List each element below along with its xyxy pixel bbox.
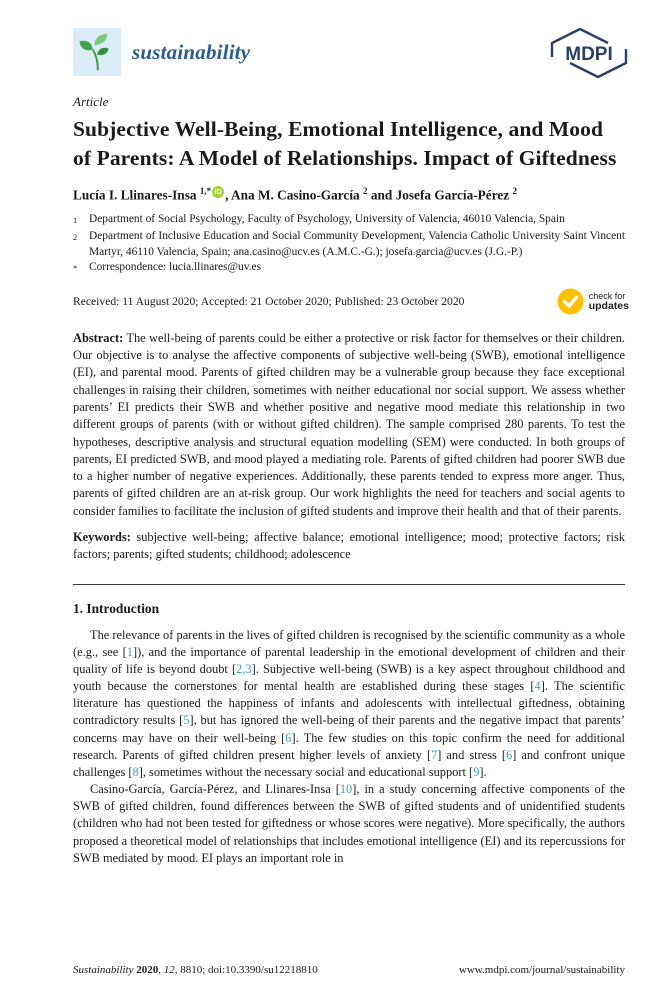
superscript: 2 xyxy=(512,186,517,196)
footer-journal-url[interactable]: www.mdpi.com/journal/sustainability xyxy=(458,964,625,976)
keywords-text: subjective well-being; affective balance; emotional intelligence; mood; protective factors; risk factors; parents; gifted students; childhood; adolescence xyxy=(73,530,625,562)
article-type-label: Article xyxy=(73,94,109,109)
citation-link[interactable]: 7 xyxy=(431,747,438,762)
introduction-paragraph-2: Casino-García, García-Pérez, and Llinares-Insa [10], in a study concerning affective components of the SWB of gifted children, found differences between the SWB of gifted students and of unidentified students (children who had not been tested for giftedness or whose scores were negative). More specifically, the authors proposed a theoretical model of relationships that includes emotional intelligence (EI) and its repercussions for SWB mediated by mood. EI plays an important role in xyxy=(73,782,626,865)
affiliations xyxy=(73,212,625,276)
superscript: 1, xyxy=(199,186,207,196)
dates-line: Received: 11 August 2020; Accepted: 21 October 2020; Published: 23 October 2020 xyxy=(73,294,465,308)
dates-row xyxy=(73,288,629,315)
introduction-paragraph-1: The relevance of parents in the lives of gifted children is recognised by the scientific community as a whole (e.g., see [1]), and the importance of parental leadership in the emotional development of children and their quality of life is beyond doubt [2,3]. Subjective well-being (SWB) is a key aspect throughout childhood and youth because the cornerstones for mental health are established during these stages [4]. The scientific literature has questioned the happiness of infants and adolescents with intellectual giftedness, obtaining contradictory results [5], but has ignored the well-being of their parents and the negative impact that parents’ concerns may have on their well-being [6]. The few studies on this topic confirm the need for additional research. Parents of gifted children present higher levels of anxiety [7] and stress [6] and confront unique challenges [8], sometimes without the necessary social and educational support [9]. xyxy=(73,627,626,779)
citation-link[interactable]: 4 xyxy=(534,679,541,694)
affiliation-marker: 2 xyxy=(73,232,78,243)
affiliation-2 xyxy=(73,229,625,260)
correspondence-text: Correspondence: lucia.llinares@uv.es xyxy=(89,261,262,274)
correspondence-marker: * xyxy=(73,263,78,274)
introduction-heading: 1. Introduction xyxy=(73,600,160,616)
correspondence-line xyxy=(73,260,625,277)
abstract-label: Abstract: xyxy=(73,330,124,345)
citation-link[interactable]: 6 xyxy=(506,747,513,762)
mdpi-logo xyxy=(547,26,631,85)
citation-link[interactable]: 1 xyxy=(126,644,133,659)
italic-text: 12 xyxy=(163,964,175,976)
journal-name: sustainability xyxy=(132,39,251,64)
bold-text: 2020 xyxy=(136,964,159,976)
badge-line-1: check for xyxy=(588,290,626,301)
keywords xyxy=(73,529,625,564)
citation-link[interactable]: 9 xyxy=(473,764,480,779)
citation-link[interactable]: 6 xyxy=(285,730,292,745)
abstract xyxy=(73,330,625,520)
svg-text:MDPI: MDPI xyxy=(565,44,613,65)
affiliation-marker: 1 xyxy=(73,215,78,226)
superscript: * xyxy=(206,186,212,196)
section-divider xyxy=(73,584,625,585)
italic-text: Sustainability xyxy=(73,964,134,976)
abstract-text: The well-being of parents could be either a protective or risk factor for themselves or their children. Our objective is to analyse the affective components of subjective well-being (SWB), emotional intelligence (EI), and parental mood. Parents of gifted children may be a vulnerable group because they face exceptional challenges in raising their children, sometimes with neither educational nor social support. We assess whether parents’ EI predicts their SWB and whether positive and negative mood mediate this relationship in two different groups of parents (with or without gifted children). The sample comprised 280 parents. To test the hypotheses, descriptive analysis and structural equation modelling (SEM) were conducted. In both groups of parents, EI predicted SWB, and mood played a mediating role. Parents of gifted children had poorer SWB due to a higher number of negative experiences. Additionally, these parents tended to express more anger. Thus, parents of gifted children are an at-risk group. Our work highlights the need for teachers and social agents to consider families to facilitate the inclusion of gifted students and improve their health and that of their parents. xyxy=(73,330,625,518)
sustainability-logo-icon xyxy=(73,28,121,76)
superscript: 2 xyxy=(363,186,368,196)
masthead xyxy=(73,28,625,80)
badge-line-2: updates xyxy=(588,300,629,313)
checkmark-icon xyxy=(557,288,584,315)
citation-link[interactable]: 5 xyxy=(183,713,190,728)
citation-link[interactable]: 8 xyxy=(132,764,139,779)
article-title: Subjective Well-Being, Emotional Intelligence, and Mood of Parents: A Model of Relationships. Impact of Giftedness xyxy=(73,117,617,170)
check-for-updates-badge[interactable] xyxy=(557,288,629,315)
orcid-icon[interactable]: iD xyxy=(212,186,224,198)
affiliation-text: Department of Social Psychology, Faculty of Psychology, University of Valencia, 46010 Valencia, Spain xyxy=(89,213,565,226)
affiliation-text: Department of Inclusive Education and Social Community Development, Valencia Catholic University Saint Vincent Martyr, 46110 Valencia, Spain; ana.casino@ucv.es (A.M.C.-G.); josefa.garcia@ucv.es (J.G.-P.) xyxy=(89,230,625,258)
citation-link[interactable]: 10 xyxy=(339,782,353,797)
badge-text xyxy=(589,291,629,312)
affiliation-1 xyxy=(73,212,625,229)
journal-brand xyxy=(73,28,250,76)
keywords-label: Keywords: xyxy=(73,530,131,545)
footer-citation: Sustainability 2020, 12, 8810; doi:10.3390/su12218810 xyxy=(73,964,318,976)
authors-line: Lucía I. Llinares-Insa $^{1,*}$ iD , Ana M. Casino-García $^2$ and Josefa García-Pérez $^2$ xyxy=(73,186,517,203)
citation-link[interactable]: 2,3 xyxy=(236,661,252,676)
page-footer xyxy=(73,964,625,976)
